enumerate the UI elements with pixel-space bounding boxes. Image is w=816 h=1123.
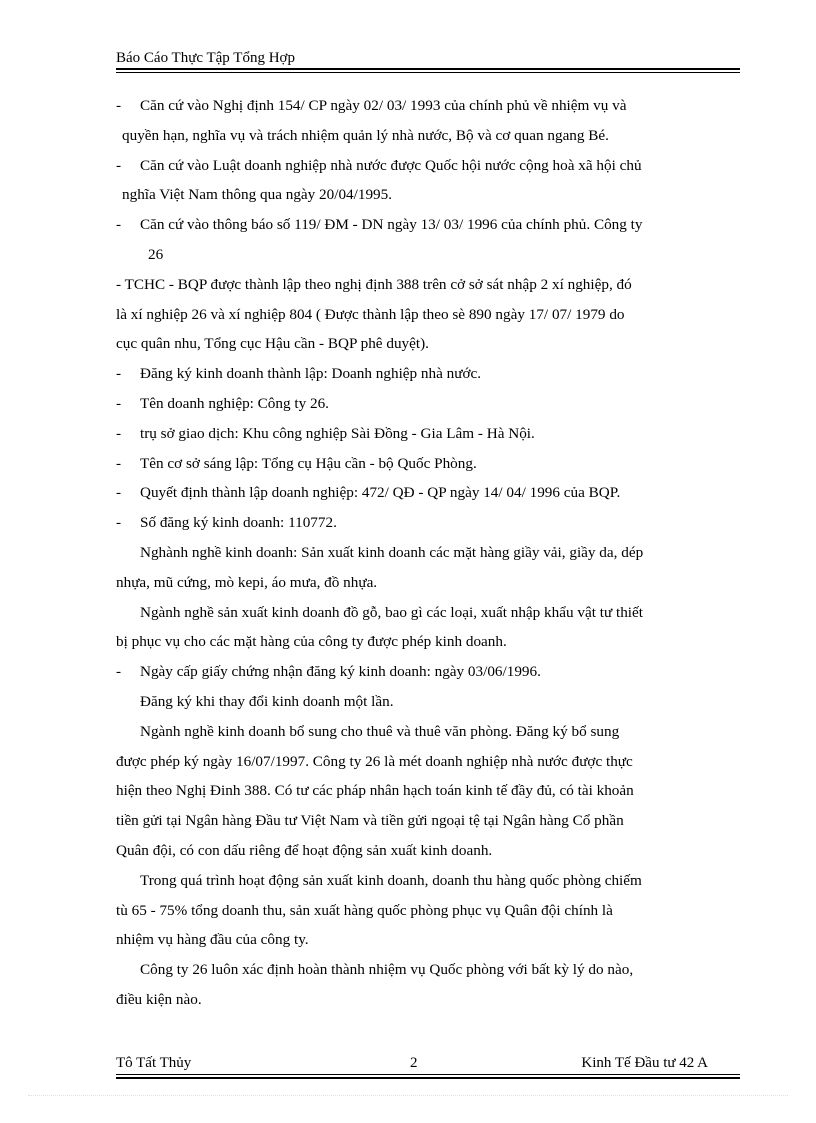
paragraph-line: Ngành nghề kinh doanh bổ sung cho thuê và thuê văn phòng. Đăng ký bổ sung (140, 722, 620, 740)
page-header (116, 48, 740, 68)
text-line: điều kiện nào. (116, 990, 202, 1008)
bullet-line: - Tên doanh nghiệp: Công ty 26. (116, 394, 329, 412)
text-line: hiện theo Nghị Đinh 388. Có tư các pháp nhân hạch toán kinh tế đầy đủ, có tài khoản (116, 782, 634, 800)
text-line: - TCHC - BQP được thành lập theo nghị định 388 trên cở sở sát nhập 2 xí nghiệp, đó (116, 275, 632, 293)
bullet-line: - Tên cơ sở sáng lập: Tổng cụ Hậu cần - bộ Quốc Phòng. (116, 454, 477, 472)
bullet-line: - trụ sở giao dịch: Khu công nghiệp Sài Đồng - Gia Lâm - Hà Nội. (116, 424, 535, 442)
page-bottom-edge (28, 1095, 788, 1096)
text-line: bị phục vụ cho các mặt hàng của công ty được phép kinh doanh. (116, 633, 507, 651)
text-line: 26 (148, 245, 164, 263)
bullet-line: - Quyết định thành lập doanh nghiệp: 472/ QĐ - QP ngày 14/ 04/ 1996 của BQP. (116, 484, 621, 502)
document-body (116, 91, 740, 1015)
paragraph-line: Nghành nghề kinh doanh: Sản xuất kinh doanh các mặt hàng giầy vải, giầy da, dép (140, 543, 644, 561)
footer-page-number: 2 (410, 1055, 418, 1071)
bullet-line: - Ngày cấp giấy chứng nhận đăng ký kinh doanh: ngày 03/06/1996. (116, 663, 541, 681)
text-line: nghĩa Việt Nam thông qua ngày 20/04/1995. (122, 186, 393, 204)
bullet-line: - Căn cứ vào thông báo số 119/ ĐM - DN ngày 13/ 03/ 1996 của chính phủ. Công ty (116, 216, 643, 234)
paragraph-line: Đăng ký khi thay đổi kinh doanh một lần. (140, 692, 394, 710)
text-line: được phép ký ngày 16/07/1997. Công ty 26 là mét doanh nghiệp nhà nước được thực (116, 752, 633, 770)
text-line: là xí nghiệp 26 và xí nghiệp 804 ( Được thành lập theo sè 890 ngày 17/ 07/ 1979 do (116, 305, 625, 323)
header-rule-thick (116, 68, 740, 70)
text-line: tiền gửi tại Ngân hàng Đầu tư Việt Nam và tiền gửi ngoại tệ tại Ngân hàng Cổ phần (116, 812, 624, 830)
text-line: Quân đội, có con dấu riêng để hoạt động sản xuất kinh doanh. (116, 841, 493, 859)
paragraph-line: Ngành nghề sản xuất kinh doanh đồ gỗ, bao gì các loại, xuất nhập khẩu vật tư thiết (140, 603, 643, 621)
paragraph-line: Trong quá trình hoạt động sản xuất kinh doanh, doanh thu hàng quốc phòng chiếm (140, 871, 642, 889)
paragraph-line: Công ty 26 luôn xác định hoàn thành nhiệm vụ Quốc phòng với bất kỳ lý do nào, (140, 961, 634, 979)
text-line: tù 65 - 75% tổng doanh thu, sản xuất hàng quốc phòng phục vụ Quân đội chính là (116, 901, 613, 919)
text-line: nhiệm vụ hàng đầu của công ty. (116, 931, 309, 949)
bullet-line: - Căn cứ vào Nghị định 154/ CP ngày 02/ 03/ 1993 của chính phủ về nhiệm vụ và (116, 97, 627, 114)
bullet-line: - Số đăng ký kinh doanh: 110772. (116, 514, 337, 532)
text-line: nhựa, mũ cứng, mò kepi, áo mưa, đồ nhựa. (116, 573, 378, 591)
text-line: cục quân nhu, Tổng cục Hậu cần - BQP phê duyệt). (116, 335, 429, 353)
footer-author: Tô Tất Thủy (116, 1055, 192, 1071)
bullet-line: - Căn cứ vào Luật doanh nghiệp nhà nước được Quốc hội nước cộng hoà xã hội chủ (116, 156, 642, 174)
footer-course: Kinh Tế Đầu tư 42 A (581, 1055, 708, 1071)
header-title: Báo Cáo Thực Tập Tổng Hợp (116, 50, 295, 66)
header-rule-thin (116, 72, 740, 73)
text-line: quyền hạn, nghĩa vụ và trách nhiệm quản lý nhà nước, Bộ và cơ quan ngang Bé. (122, 126, 609, 144)
footer-rule-thin (116, 1074, 740, 1075)
page-footer (116, 1055, 740, 1079)
footer-rule-thick (116, 1077, 740, 1079)
bullet-line: - Đăng ký kinh doanh thành lập: Doanh nghiệp nhà nước. (116, 365, 482, 383)
